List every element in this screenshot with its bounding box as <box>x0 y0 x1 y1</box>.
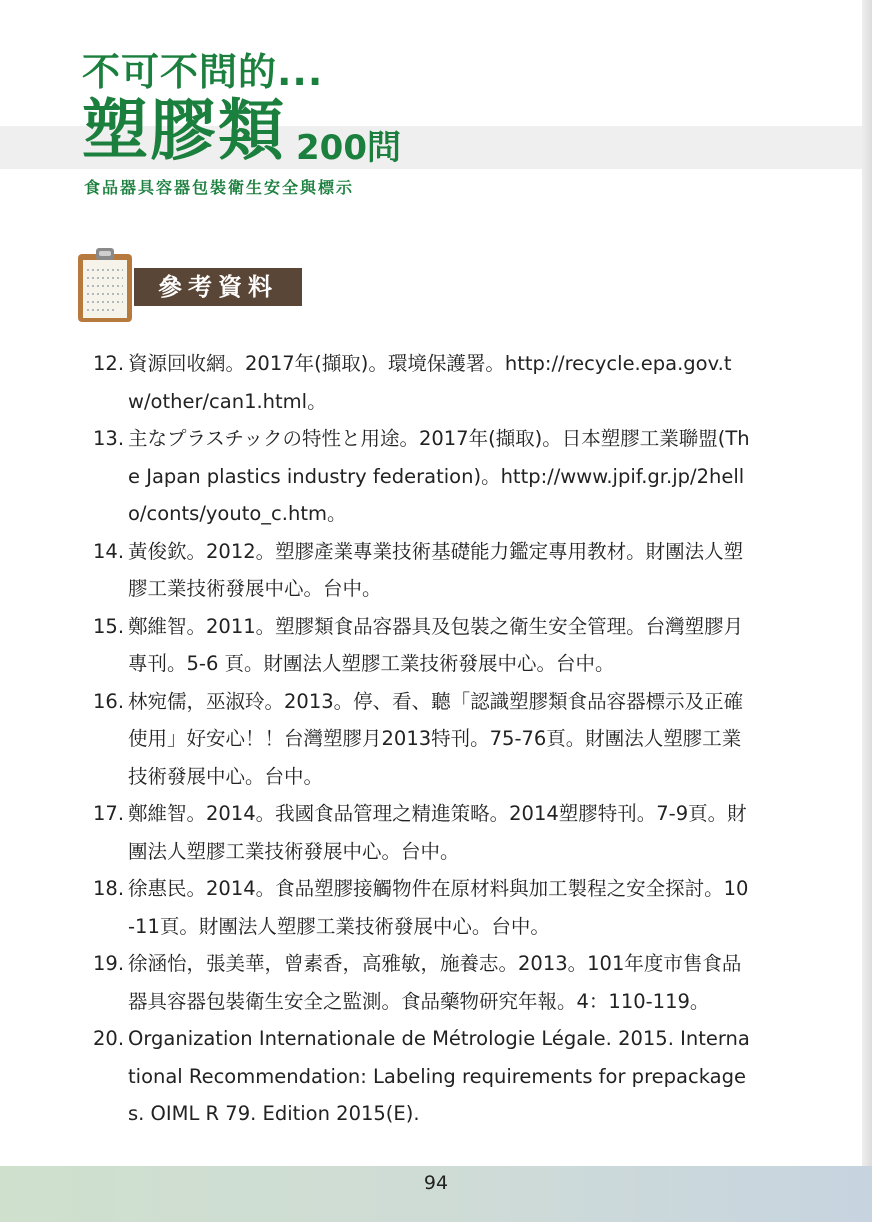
book-title-suffix: 200問 <box>296 128 401 168</box>
reference-item <box>93 420 753 533</box>
reference-number: 17. <box>93 802 125 825</box>
reference-text: 資源回收網。2017年(擷取)。環境保護署。http://recycle.epa.gov.tw/other/can1.html。 <box>128 352 732 413</box>
section-heading-label: 參考資料 <box>134 268 302 306</box>
book-title-main: 塑膠類 <box>82 92 286 169</box>
reference-text: 黃俊欽。2012。塑膠產業專業技術基礎能力鑑定專用教材。財團法人塑膠工業技術發展中心。台中。 <box>128 539 744 600</box>
book-subtitle: 食品器具容器包裝衛生安全與標示 <box>84 178 355 197</box>
reference-number: 14. <box>93 539 125 563</box>
book-title-line1: 不可不問的... <box>82 50 324 94</box>
clipboard-icon <box>76 246 136 324</box>
reference-number: 20. <box>93 1027 125 1050</box>
reference-item <box>93 1020 753 1133</box>
reference-number: 15. <box>93 614 125 638</box>
reference-item <box>93 945 753 1020</box>
reference-text: 林宛儒，巫淑玲。2013。停、看、聽「認識塑膠類食品容器標示及正確使用」好安心！！台灣塑膠月2013特刊。75-76頁。財團法人塑膠工業技術發展中心。台中。 <box>128 689 744 788</box>
reference-number: 16. <box>93 689 125 713</box>
reference-text: 鄭維智。2014。我國食品管理之精進策略。2014塑膠特刊。7-9頁。財團法人塑膠工業技術發展中心。台中。 <box>128 802 747 863</box>
reference-list <box>93 345 753 1133</box>
reference-text: 主なプラスチックの特性と用途。2017年(擷取)。日本塑膠工業聯盟(The Japan plastics industry federation)。http://www.jpif.gr.jp/2hello/conts/youto_c.htm。 <box>128 427 750 525</box>
reference-item <box>93 683 753 796</box>
reference-number: 13. <box>93 427 125 450</box>
reference-number: 19. <box>93 952 125 975</box>
page-edge-strip <box>862 0 872 1222</box>
reference-number: 18. <box>93 877 125 900</box>
reference-text: 徐惠民。2014。食品塑膠接觸物件在原材料與加工製程之安全探討。10-11頁。財團法人塑膠工業技術發展中心。台中。 <box>128 877 749 938</box>
section-heading <box>76 246 306 324</box>
reference-item <box>93 795 753 870</box>
reference-item <box>93 608 753 683</box>
reference-number: 12. <box>93 352 125 375</box>
reference-item <box>93 870 753 945</box>
reference-item <box>93 533 753 608</box>
reference-text: 鄭維智。2011。塑膠類食品容器具及包裝之衛生安全管理。台灣塑膠月專刊。5-6 頁。財團法人塑膠工業技術發展中心。台中。 <box>128 614 744 675</box>
reference-text: Organization Internationale de Métrologie Légale. 2015. International Recommendation: Labeling requirements for prepackages. OIML R 79. Edition 2015(E). <box>128 1027 750 1125</box>
reference-text: 徐涵怡，張美華，曾素香，高雅敏，施養志。2013。101年度市售食品器具容器包裝衛生安全之監測。食品藥物研究年報。4：110-119。 <box>128 952 742 1013</box>
reference-item <box>93 345 753 420</box>
page-number: 94 <box>423 1172 449 1194</box>
